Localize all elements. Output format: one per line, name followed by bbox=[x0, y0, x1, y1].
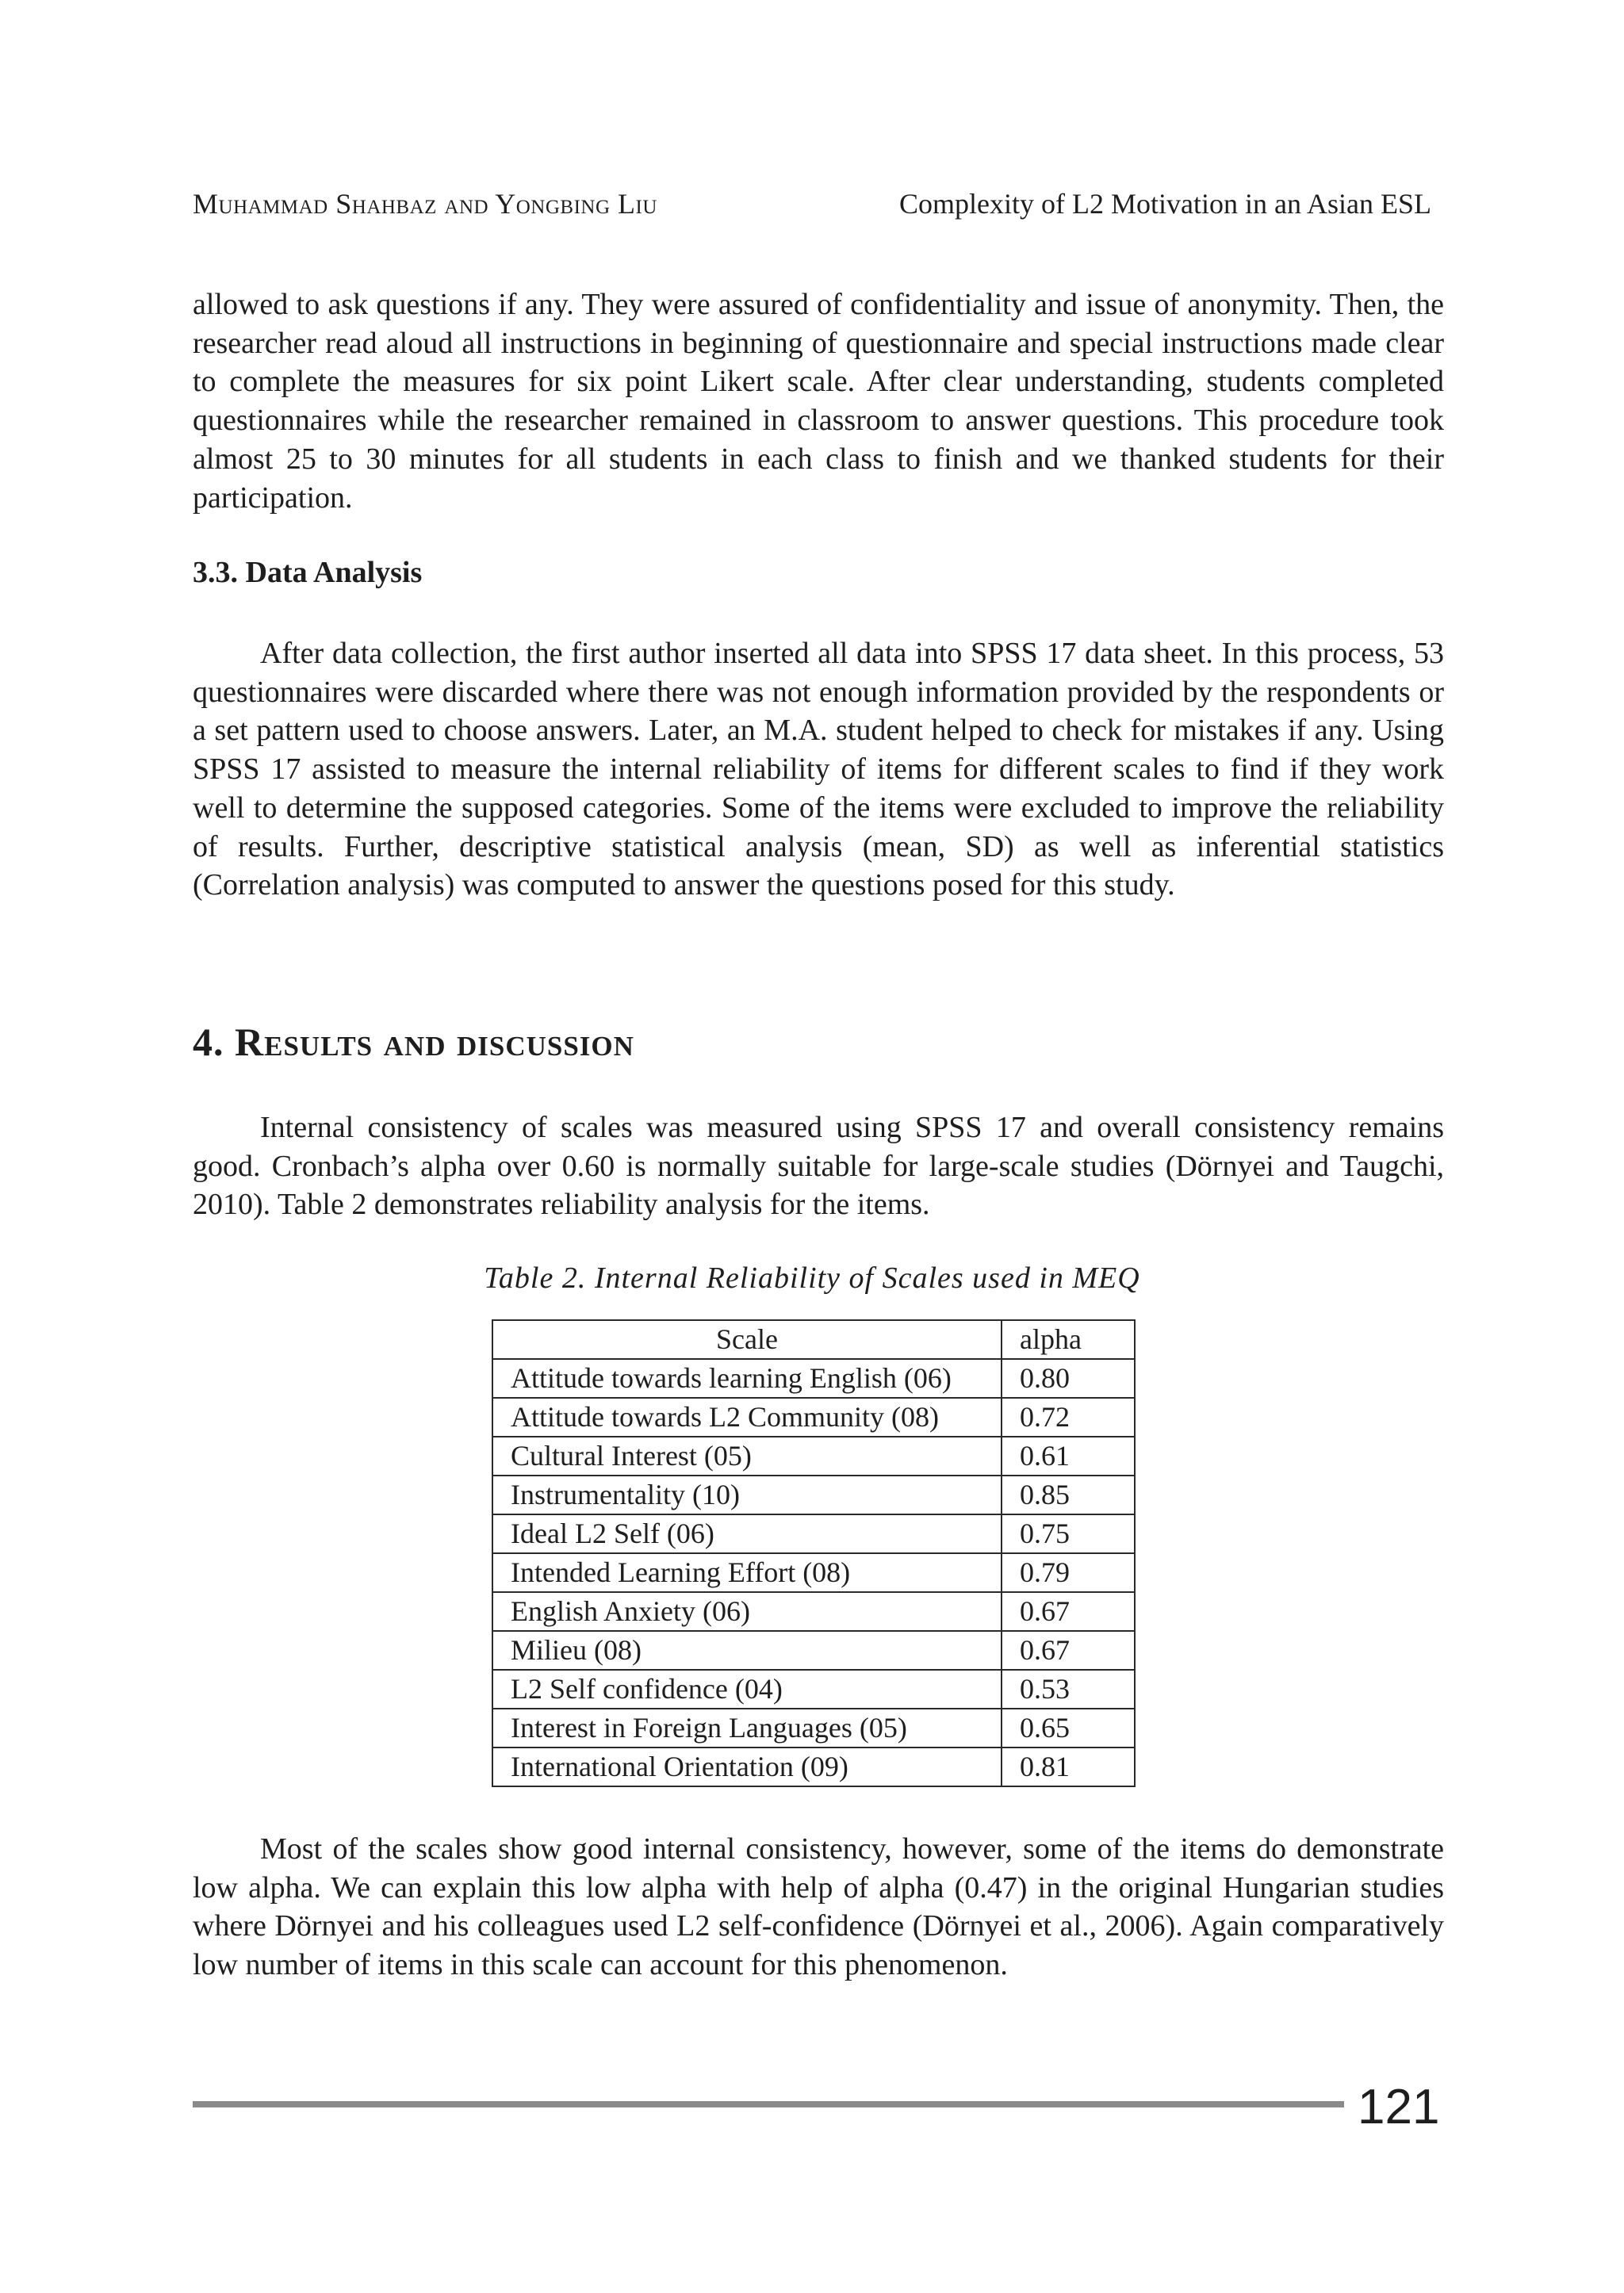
alpha-cell: 0.80 bbox=[1002, 1359, 1135, 1398]
running-header-title: Complexity of L2 Motivation in an Asian ESL bbox=[899, 188, 1431, 220]
paragraph-text: Most of the scales show good internal consistency, however, some of the items do demonstrate low alpha. We can explain this low alpha with help of alpha (0.47) in the original Hungarian studies where Dörnyei and his colleagues used L2 self-confidence (Dörnyei et al., 2006). Again comparatively low number of items in this scale can account for this phenomenon. bbox=[193, 1832, 1444, 1982]
alpha-cell: 0.72 bbox=[1002, 1398, 1135, 1437]
table-row bbox=[492, 1476, 1135, 1514]
alpha-cell: 0.67 bbox=[1002, 1631, 1135, 1670]
subsection-heading: 3.3. Data Analysis bbox=[193, 556, 423, 589]
scale-cell: L2 Self confidence (04) bbox=[492, 1670, 1002, 1709]
table-row bbox=[492, 1398, 1135, 1437]
table-row bbox=[492, 1748, 1135, 1786]
alpha-cell: 0.53 bbox=[1002, 1670, 1135, 1709]
scale-cell: International Orientation (09) bbox=[492, 1748, 1002, 1786]
table-row bbox=[492, 1514, 1135, 1553]
scale-cell: Interest in Foreign Languages (05) bbox=[492, 1709, 1002, 1748]
running-header-authors: Muhammad Shahbaz and Yongbing Liu bbox=[193, 188, 657, 220]
alpha-cell: 0.67 bbox=[1002, 1592, 1135, 1631]
alpha-cell: 0.79 bbox=[1002, 1553, 1135, 1592]
scale-cell: Attitude towards learning English (06) bbox=[492, 1359, 1002, 1398]
scale-cell: Ideal L2 Self (06) bbox=[492, 1514, 1002, 1553]
table-row bbox=[492, 1631, 1135, 1670]
paragraph-text: Internal consistency of scales was measured using SPSS 17 and overall consistency remains good. Cronbach’s alpha over 0.60 is normally suitable for large-scale studies (Dörnyei and Taugchi, 2010). Table 2 demonstrates reliability analysis for the items. bbox=[193, 1111, 1444, 1222]
alpha-cell: 0.75 bbox=[1002, 1514, 1135, 1553]
table-caption: Table 2. Internal Reliability of Scales used in MEQ bbox=[484, 1261, 1140, 1295]
scale-cell: Attitude towards L2 Community (08) bbox=[492, 1398, 1002, 1437]
table-row bbox=[492, 1359, 1135, 1398]
paragraph-text: allowed to ask questions if any. They were assured of confidentiality and issue of anonymity. Then, the researcher read aloud all instructions in beginning of questionnaire and special instructions made clear to complete the measures for six point Likert scale. After clear understanding, students completed questionnaires while the researcher remained in classroom to answer questions. This procedure took almost 25 to 30 minutes for all students in each class to finish and we thanked students for their participation. bbox=[193, 288, 1444, 515]
footer-rule bbox=[193, 2101, 1344, 2107]
table-row bbox=[492, 1709, 1135, 1748]
alpha-cell: 0.61 bbox=[1002, 1437, 1135, 1476]
alpha-cell: 0.81 bbox=[1002, 1748, 1135, 1786]
running-header bbox=[193, 187, 1431, 227]
paragraph-low-alpha bbox=[193, 1830, 1444, 1985]
table-row bbox=[492, 1553, 1135, 1592]
paragraph-data-analysis bbox=[193, 634, 1444, 905]
table-row bbox=[492, 1592, 1135, 1631]
alpha-cell: 0.65 bbox=[1002, 1709, 1135, 1748]
scale-cell: Milieu (08) bbox=[492, 1631, 1002, 1670]
table-header-row bbox=[492, 1320, 1135, 1359]
reliability-table bbox=[492, 1319, 1136, 1787]
column-header-scale: Scale bbox=[492, 1320, 1002, 1359]
table-row bbox=[492, 1670, 1135, 1709]
scale-cell: English Anxiety (06) bbox=[492, 1592, 1002, 1631]
table-row bbox=[492, 1437, 1135, 1476]
paragraph-procedure bbox=[193, 285, 1444, 517]
paragraph-internal-consistency bbox=[193, 1108, 1444, 1224]
scale-cell: Instrumentality (10) bbox=[492, 1476, 1002, 1514]
column-header-alpha: alpha bbox=[1002, 1320, 1135, 1359]
scale-cell: Cultural Interest (05) bbox=[492, 1437, 1002, 1476]
scale-cell: Intended Learning Effort (08) bbox=[492, 1553, 1002, 1592]
paragraph-text: After data collection, the first author inserted all data into SPSS 17 data sheet. In this process, 53 questionnaires were discarded where there was not enough information provided by the respondents or a set pattern used to choose answers. Later, an M.A. student helped to check for mistakes if any. Using SPSS 17 assisted to measure the internal reliability of items for different scales to find if they work well to determine the supposed categories. Some of the items were excluded to improve the reliability of results. Further, descriptive statistical analysis (mean, SD) as well as inferential statistics (Correlation analysis) was computed to answer the questions posed for this study. bbox=[193, 637, 1444, 902]
section-heading: 4. Results and discussion bbox=[193, 1020, 634, 1064]
alpha-cell: 0.85 bbox=[1002, 1476, 1135, 1514]
page-number: 121 bbox=[1358, 2080, 1440, 2134]
